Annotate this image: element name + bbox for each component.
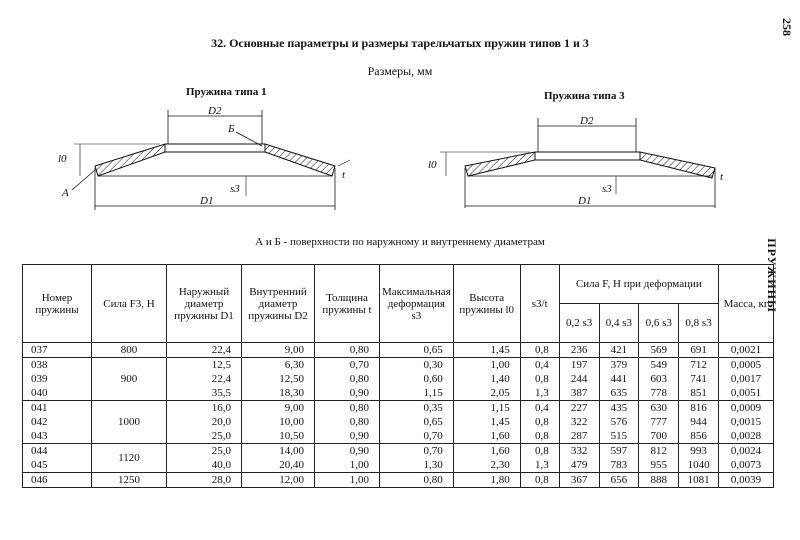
t-label: t <box>342 169 346 181</box>
table-body <box>23 343 774 488</box>
table-cell: 0,80 <box>315 401 380 416</box>
col-def-08: 0,8 s3 <box>679 304 719 343</box>
table-cell: 0,8 <box>520 473 559 488</box>
col-force-group: Сила F, Н при деформации <box>559 265 718 304</box>
table-cell: 045 <box>23 458 92 473</box>
table-cell: 1,15 <box>453 401 520 416</box>
table-cell: 367 <box>559 473 599 488</box>
figure-type1-label: Пружина типа 1 <box>186 86 267 98</box>
table-cell: 0,90 <box>315 386 380 401</box>
table-cell: 0,0015 <box>719 415 774 429</box>
table-cell: 0,30 <box>380 358 454 373</box>
table-cell: 816 <box>679 401 719 416</box>
table-cell: 042 <box>23 415 92 429</box>
table-cell: 1,45 <box>453 415 520 429</box>
d1-label: D1 <box>200 195 214 207</box>
table-row <box>23 473 774 488</box>
table-cell: 635 <box>599 386 639 401</box>
table-cell: 0,0028 <box>719 429 774 444</box>
table-cell: 944 <box>679 415 719 429</box>
table-cell: 0,60 <box>380 372 454 386</box>
table-cell: 856 <box>679 429 719 444</box>
table-cell: 0,0009 <box>719 401 774 416</box>
figure-type3-label: Пружина типа 3 <box>544 90 625 102</box>
l0-label-type3: l0 <box>428 159 437 171</box>
section-side-label: ПРУЖИНЫ <box>764 238 779 313</box>
col-def-04: 0,4 s3 <box>599 304 639 343</box>
s3-label-type3: s3 <box>602 183 612 195</box>
table-cell: 28,0 <box>167 473 242 488</box>
table-cell: 2,30 <box>453 458 520 473</box>
table-cell: 044 <box>23 444 92 459</box>
table-cell: 9,00 <box>242 343 315 358</box>
table-cell: 1,3 <box>520 458 559 473</box>
table-cell: 0,0017 <box>719 372 774 386</box>
table-cell: 1,40 <box>453 372 520 386</box>
table-cell: 603 <box>639 372 679 386</box>
table-cell: 0,8 <box>520 343 559 358</box>
table-cell: 479 <box>559 458 599 473</box>
table-cell: 16,0 <box>167 401 242 416</box>
table-cell: 25,0 <box>167 429 242 444</box>
table-cell: 1000 <box>92 401 167 444</box>
col-def-02: 0,2 s3 <box>559 304 599 343</box>
spring-type1-drawing <box>50 96 380 226</box>
table-row <box>23 343 774 358</box>
table-cell: 20,0 <box>167 415 242 429</box>
springs-table <box>22 264 774 488</box>
table-cell: 800 <box>92 343 167 358</box>
d2-label-type3: D2 <box>580 115 594 127</box>
table-cell: 1,60 <box>453 444 520 459</box>
table-cell: 0,80 <box>380 473 454 488</box>
table-cell: 1,80 <box>453 473 520 488</box>
table-cell: 0,8 <box>520 372 559 386</box>
s3-label: s3 <box>230 183 240 195</box>
table-cell: 0,35 <box>380 401 454 416</box>
table-cell: 0,0051 <box>719 386 774 401</box>
table-cell: 1,00 <box>315 473 380 488</box>
table-cell: 597 <box>599 444 639 459</box>
table-cell: 35,5 <box>167 386 242 401</box>
table-cell: 22,4 <box>167 343 242 358</box>
spring-type3-drawing <box>420 104 750 219</box>
table-cell: 1250 <box>92 473 167 488</box>
table-cell: 993 <box>679 444 719 459</box>
table-cell: 038 <box>23 358 92 373</box>
table-cell: 851 <box>679 386 719 401</box>
table-cell: 041 <box>23 401 92 416</box>
table-cell: 287 <box>559 429 599 444</box>
col-outer-diameter: Наружный диаметр пружины D1 <box>167 265 242 343</box>
col-inner-diameter: Внутренний диаметр пружины D2 <box>242 265 315 343</box>
table-cell: 630 <box>639 401 679 416</box>
table-cell: 888 <box>639 473 679 488</box>
table-cell: 0,0005 <box>719 358 774 373</box>
table-row <box>23 401 774 416</box>
table-cell: 1,00 <box>453 358 520 373</box>
table-cell: 955 <box>639 458 679 473</box>
table-cell: 043 <box>23 429 92 444</box>
table-cell: 10,50 <box>242 429 315 444</box>
table-cell: 576 <box>599 415 639 429</box>
table-cell: 435 <box>599 401 639 416</box>
table-cell: 1040 <box>679 458 719 473</box>
table-cell: 18,30 <box>242 386 315 401</box>
table-cell: 900 <box>92 358 167 401</box>
table-cell: 569 <box>639 343 679 358</box>
col-def-06: 0,6 s3 <box>639 304 679 343</box>
table-cell: 0,8 <box>520 429 559 444</box>
table-cell: 1,15 <box>380 386 454 401</box>
page-number: 258 <box>780 18 794 36</box>
table-cell: 387 <box>559 386 599 401</box>
table-cell: 1,30 <box>380 458 454 473</box>
table-cell: 0,4 <box>520 358 559 373</box>
table-cell: 1,3 <box>520 386 559 401</box>
table-row <box>23 444 774 459</box>
table-cell: 039 <box>23 372 92 386</box>
table-cell: 812 <box>639 444 679 459</box>
col-mass: Масса, кг <box>719 265 774 343</box>
units-subtitle: Размеры, мм <box>367 64 433 78</box>
table-cell: 0,8 <box>520 415 559 429</box>
a-surface-label: А <box>62 187 69 199</box>
table-cell: 244 <box>559 372 599 386</box>
table-cell: 777 <box>639 415 679 429</box>
table-cell: 778 <box>639 386 679 401</box>
table-cell: 421 <box>599 343 639 358</box>
table-cell: 14,00 <box>242 444 315 459</box>
table-cell: 0,90 <box>315 429 380 444</box>
col-max-deformation: Максимальная деформация s3 <box>380 265 454 343</box>
table-cell: 0,0039 <box>719 473 774 488</box>
table-cell: 0,90 <box>315 444 380 459</box>
col-force: Сила F3, Н <box>92 265 167 343</box>
table-cell: 0,4 <box>520 401 559 416</box>
table-cell: 741 <box>679 372 719 386</box>
table-cell: 22,4 <box>167 372 242 386</box>
col-height: Высота пружины l0 <box>453 265 520 343</box>
table-cell: 332 <box>559 444 599 459</box>
d1-label-type3: D1 <box>578 195 592 207</box>
b-surface-label: Б <box>228 123 235 135</box>
page-title: 32. Основные параметры и размеры тарельчатых пружин типов 1 и 3 <box>211 36 589 50</box>
table-cell: 549 <box>639 358 679 373</box>
table-cell: 10,00 <box>242 415 315 429</box>
table-cell: 6,30 <box>242 358 315 373</box>
table-row <box>23 358 774 373</box>
table-cell: 1081 <box>679 473 719 488</box>
col-thickness: Толщина пружины t <box>315 265 380 343</box>
table-cell: 0,8 <box>520 444 559 459</box>
table-cell: 1,60 <box>453 429 520 444</box>
table-cell: 2,05 <box>453 386 520 401</box>
table-cell: 1,00 <box>315 458 380 473</box>
table-cell: 0,80 <box>315 415 380 429</box>
table-cell: 379 <box>599 358 639 373</box>
table-cell: 0,65 <box>380 343 454 358</box>
table-cell: 322 <box>559 415 599 429</box>
figure-caption: А и Б - поверхности по наружному и внутреннему диаметрам <box>255 236 545 248</box>
col-number: Номер пружины <box>23 265 92 343</box>
col-ratio: s3/t <box>520 265 559 343</box>
table-cell: 783 <box>599 458 639 473</box>
table-cell: 712 <box>679 358 719 373</box>
table-cell: 515 <box>599 429 639 444</box>
table-cell: 046 <box>23 473 92 488</box>
table-cell: 0,70 <box>380 429 454 444</box>
table-cell: 0,0021 <box>719 343 774 358</box>
table-cell: 0,70 <box>380 444 454 459</box>
d2-label: D2 <box>208 105 222 117</box>
table-cell: 1120 <box>92 444 167 473</box>
l0-label: l0 <box>58 153 67 165</box>
table-cell: 227 <box>559 401 599 416</box>
table-cell: 0,80 <box>315 343 380 358</box>
table-cell: 197 <box>559 358 599 373</box>
table-cell: 25,0 <box>167 444 242 459</box>
table-cell: 0,0073 <box>719 458 774 473</box>
table-cell: 12,5 <box>167 358 242 373</box>
table-cell: 236 <box>559 343 599 358</box>
table-cell: 40,0 <box>167 458 242 473</box>
table-cell: 1,45 <box>453 343 520 358</box>
table-cell: 12,00 <box>242 473 315 488</box>
table-cell: 441 <box>599 372 639 386</box>
table-cell: 0,0024 <box>719 444 774 459</box>
table-cell: 700 <box>639 429 679 444</box>
table-cell: 691 <box>679 343 719 358</box>
table-cell: 9,00 <box>242 401 315 416</box>
table-cell: 037 <box>23 343 92 358</box>
table-cell: 656 <box>599 473 639 488</box>
table-cell: 0,65 <box>380 415 454 429</box>
table-cell: 20,40 <box>242 458 315 473</box>
table-cell: 040 <box>23 386 92 401</box>
table-cell: 0,80 <box>315 372 380 386</box>
t-label-type3: t <box>720 171 724 183</box>
table-cell: 0,70 <box>315 358 380 373</box>
table-cell: 12,50 <box>242 372 315 386</box>
